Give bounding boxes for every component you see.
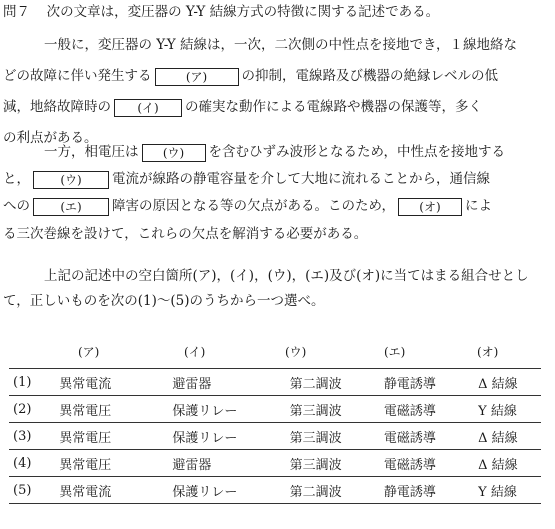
cell-u: 第二調波: [290, 369, 384, 396]
passage-text: の抑制，電線路及び機器の絶縁レベルの低: [241, 68, 498, 84]
passage-line: 上記の記述中の空白箇所(ア)，(イ)，(ウ)，(エ)及び(オ)に当てはまる組合せとし: [44, 268, 529, 284]
blank-i: (イ): [114, 99, 182, 117]
option-number: (1): [9, 369, 59, 396]
cell-e: 静電誘導: [384, 477, 478, 504]
passage-text: を含むひずみ波形となるため，中性点を接地する: [208, 144, 505, 160]
passage-text: によ: [464, 198, 492, 214]
answer-row[interactable]: [9, 423, 541, 450]
table-header: (ウ): [285, 345, 307, 359]
cell-a: 異常電圧: [59, 450, 172, 477]
passage-text: 電流が線路の静電容量を介して大地に流れることから，通信線: [112, 171, 490, 187]
passage-text: どの故障に伴い発生する: [3, 68, 152, 84]
answer-row[interactable]: [9, 396, 541, 423]
passage-line: て，正しいものを次の(1)～(5)のうちから一つ選べ。: [3, 293, 325, 309]
option-number: (4): [9, 450, 59, 477]
cell-i: 保護リレー: [172, 423, 289, 450]
cell-o: Δ 結線: [478, 450, 541, 477]
answer-row[interactable]: [9, 369, 541, 396]
passage-text: 一方，相電圧は: [44, 144, 139, 160]
blank-u: (ウ): [33, 171, 109, 189]
cell-o: Δ 結線: [478, 369, 541, 396]
cell-a: 異常電流: [59, 477, 172, 504]
passage-line: [3, 97, 482, 117]
passage-line: [3, 66, 498, 86]
blank-u: (ウ): [142, 144, 206, 162]
cell-i: 避雷器: [172, 450, 289, 477]
cell-u: 第三調波: [290, 423, 384, 450]
cell-u: 第三調波: [290, 450, 384, 477]
option-number: (3): [9, 423, 59, 450]
question-title: 次の文章は，変圧器の Y-Y 結線方式の特徴に関する記述である。: [46, 4, 440, 20]
blank-a: (ア): [155, 68, 239, 86]
answer-row[interactable]: [9, 450, 541, 477]
passage-line: [44, 142, 505, 162]
question-header: [3, 2, 439, 22]
cell-o: Δ 結線: [478, 423, 541, 450]
blank-o: (オ): [398, 198, 462, 216]
passage-text: の確実な動作による電線路や機器の保護等，多く: [185, 99, 482, 115]
cell-a: 異常電圧: [59, 396, 172, 423]
cell-i: 保護リレー: [172, 477, 289, 504]
cell-a: 異常電流: [59, 369, 172, 396]
option-number: (2): [9, 396, 59, 423]
cell-e: 電磁誘導: [384, 423, 478, 450]
answer-row[interactable]: [9, 477, 541, 504]
passage-line: [3, 169, 490, 189]
cell-u: 第二調波: [290, 477, 384, 504]
cell-e: 電磁誘導: [384, 396, 478, 423]
passage-line: [3, 196, 492, 216]
cell-a: 異常電圧: [59, 423, 172, 450]
cell-o: Y 結線: [478, 396, 541, 423]
cell-i: 保護リレー: [172, 396, 289, 423]
cell-e: 静電誘導: [384, 369, 478, 396]
table-header: (エ): [384, 345, 406, 359]
passage-text: への: [3, 198, 30, 214]
passage-text: 障害の原因となる等の欠点がある。このため，: [112, 198, 395, 214]
passage-line: る三次巻線を設けて，これらの欠点を解消する必要がある。: [3, 226, 368, 242]
question-number: 問７: [3, 4, 30, 20]
cell-u: 第三調波: [290, 396, 384, 423]
cell-o: Y 結線: [478, 477, 541, 504]
option-number: (5): [9, 477, 59, 504]
answer-table: [9, 368, 541, 504]
table-header: (ア): [78, 345, 100, 359]
cell-i: 避雷器: [172, 369, 289, 396]
table-header: (イ): [184, 345, 206, 359]
passage-text: と，: [3, 171, 30, 187]
passage-line: の利点がある。: [3, 130, 98, 146]
blank-e: (エ): [33, 198, 109, 216]
passage-text: 減，地絡故障時の: [3, 99, 111, 115]
table-header: (オ): [477, 345, 499, 359]
passage-line: 一般に，変圧器の Y-Y 結線は，一次，二次側の中性点を接地でき，１線地絡な: [44, 37, 517, 53]
cell-e: 電磁誘導: [384, 450, 478, 477]
